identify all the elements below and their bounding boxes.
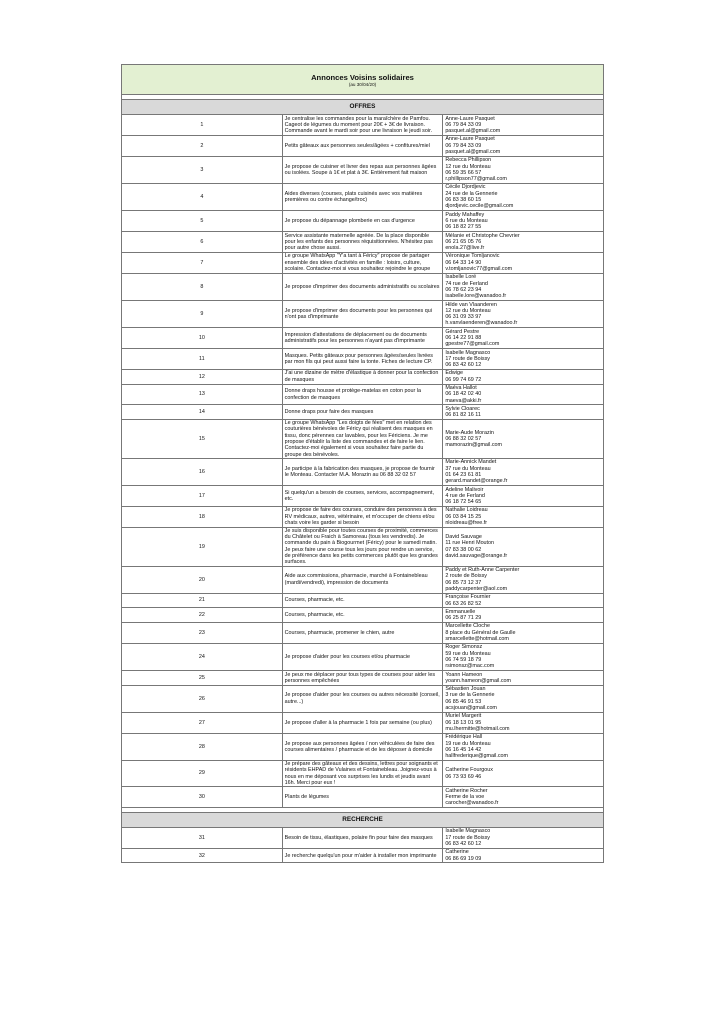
row-description: Je peux me déplacer pour tous types de courses pour aider les personnes empêchées <box>282 671 443 686</box>
row-number: 6 <box>122 232 283 253</box>
row-description: Je participe à la fabrication des masques, je propose de fournir le Monteau. Contacter M.A. Morazin au 06 88 32 02 57 <box>282 458 443 485</box>
row-description: Je propose d'imprimer des documents administratifs ou scolaires <box>282 273 443 300</box>
row-number: 4 <box>122 183 283 210</box>
row-contact <box>443 733 604 760</box>
contact-line: pasquet.al@gmail.com <box>445 148 501 155</box>
row-contact <box>443 527 604 566</box>
contact-line: Paddy et Ruth-Anne Carpenter <box>445 567 520 574</box>
contact-line: 12 rue du Monteau <box>445 163 491 170</box>
contact-line: 06 78 62 23 94 <box>445 286 482 293</box>
contact-line: Isabelle Magnasco <box>445 828 491 835</box>
contact-line: 06 83 38 60 15 <box>445 197 482 204</box>
section-offers-row <box>122 100 604 115</box>
contact-line: Isabelle Loré <box>445 274 477 281</box>
contact-line: nloidreau@free.fr <box>445 520 488 527</box>
contact-line: 06 81 82 16 11 <box>445 412 481 419</box>
row-description: Aide aux commissions, pharmacie, marché à Fontainebleau (mardi/vendredi), impression de documents <box>282 566 443 593</box>
table-row <box>122 349 604 370</box>
contact-line: 06 64 33 14 90 <box>445 259 482 266</box>
contact-line: smarcellette@hotmail.com <box>445 636 509 643</box>
contact-line: Gérard Pestre <box>445 328 480 335</box>
row-description: Je propose de cuisiner et livrer des repas aux personnes âgées ou isolées. Soupe à 1€ et plat à 3€. Entièrement fait maison <box>282 156 443 183</box>
contact-line: djordjevic.cecile@gmail.com <box>445 203 514 210</box>
row-contact <box>443 458 604 485</box>
title-row <box>122 65 604 95</box>
contact-line: r.phillipson77@gmail.com <box>445 176 507 183</box>
row-contact <box>443 712 604 733</box>
contact-line: 06 74 59 18 79 <box>445 656 482 663</box>
contact-line: pasquet.al@gmail.com <box>445 128 501 135</box>
contact-line: 06 03 84 15 25 <box>445 513 482 520</box>
contact-line: 12 rue du Monteau <box>445 307 491 314</box>
row-description: Je propose d'aider pour les courses et/ou pharmacie <box>282 643 443 670</box>
row-description: Je propose d'imprimer des documents pour les personnes qui n'ont pas d'imprimante <box>282 301 443 328</box>
contact-line: Roger Simonsz <box>445 644 483 651</box>
title-cell <box>122 65 604 95</box>
contact-line: Marcellette Cloche <box>445 623 490 630</box>
table-row <box>122 643 604 670</box>
contact-line: 06 16 45 14 42 <box>445 746 482 753</box>
table-row <box>122 760 604 786</box>
contact-line: Cécile Djordjevic <box>445 184 486 191</box>
table-row <box>122 566 604 593</box>
contact-line: Ferme de la voe <box>445 793 485 800</box>
row-description: Donne draps housse et protège-matelas en coton pour la confection de masques <box>282 384 443 405</box>
contact-line: 3 rue de la Gennerie <box>445 692 495 699</box>
row-description: J'ai une dizaine de mètre d'élastique à donner pour la confection de masques <box>282 369 443 384</box>
contact-line: gerard.mandet@orange.fr <box>445 478 508 485</box>
contact-line: 11 rue Henri Mouton <box>445 540 495 547</box>
contact-line: David Sauvage <box>445 534 482 541</box>
section-requests-row <box>122 812 604 827</box>
contact-line: Sylvie Cloarec <box>445 405 480 412</box>
contact-line: 6 rue du Monteau <box>445 217 488 224</box>
row-description: Je propose de faire des courses, conduire des personnes à des RV médicaux, autres, vétérinaire, et m'occuper de chiens et/ou chats voire les garder si besoin <box>282 506 443 527</box>
table-row <box>122 328 604 349</box>
row-contact <box>443 301 604 328</box>
row-contact <box>443 115 604 136</box>
table-row <box>122 527 604 566</box>
row-contact <box>443 156 604 183</box>
contact-line: isabelle.lore@wanadoo.fr <box>445 293 507 300</box>
contact-line: 4 rue de Ferland <box>445 492 485 499</box>
table-row <box>122 420 604 459</box>
row-description: Masques. Petits gâteaux pour personnes âgées/seules livrées par mon fils qui peut aussi faire la tonte. Fiches de lecture CP. <box>282 349 443 370</box>
contact-line: 06 21 65 05 76 <box>445 238 482 245</box>
table-row <box>122 156 604 183</box>
table-row <box>122 369 604 384</box>
row-description: Je recherche quelqu'un pour m'aider à installer mon imprimante <box>282 848 443 863</box>
contact-line: Paddy Mahaffey <box>445 211 485 218</box>
contact-line: Muriel Margerit <box>445 713 482 720</box>
row-description: Je prépare des gâteaux et des dessins, lettres pour soignants et résidents EHPAD de Vulaines et Fontainebleau. Joignez-vous à nous en me déposant vos surprises les lundis et jeudis avant 16h. Merci pour eux ! <box>282 760 443 786</box>
table-row <box>122 405 604 420</box>
row-number: 30 <box>122 787 283 808</box>
contact-line: Frédérique Hall <box>445 734 483 741</box>
row-description: Plants de légumes <box>282 787 443 808</box>
row-contact <box>443 232 604 253</box>
contact-line: Anne-Laure Pasquet <box>445 136 495 143</box>
row-contact <box>443 369 604 384</box>
table-row <box>122 671 604 686</box>
section-heading-requests: RECHERCHE <box>122 812 604 827</box>
contact-line: 17 route de Boissy <box>445 355 490 362</box>
row-number: 26 <box>122 685 283 712</box>
table-row <box>122 458 604 485</box>
contact-line: 06 73 93 69 46 <box>445 773 482 780</box>
table-row <box>122 593 604 608</box>
contact-line: Emmanuelle <box>445 608 476 615</box>
contact-line: 06 86 69 19 09 <box>445 855 482 862</box>
table-row <box>122 183 604 210</box>
table-row <box>122 252 604 273</box>
contact-line: 06 59 35 66 57 <box>445 169 482 176</box>
row-description: Courses, pharmacie, etc. <box>282 593 443 608</box>
row-number: 20 <box>122 566 283 593</box>
row-contact <box>443 273 604 300</box>
contact-line: Marie-Annick Mandet <box>445 459 497 466</box>
row-number: 15 <box>122 420 283 459</box>
row-description: Le groupe WhatsApp "Y'a tant à Féricy" propose de partager ensemble des idées d'activités en famille : loisirs, culture, scolaire. Contactez-moi si vous souhaitez rejoindre le groupe <box>282 252 443 273</box>
row-number: 32 <box>122 848 283 863</box>
contact-line: 07 83 38 00 62 <box>445 546 482 553</box>
contact-line: gpestre77@gmail.com <box>445 341 500 348</box>
table-row <box>122 848 604 863</box>
document-title: Annonces Voisins solidaires <box>311 72 414 82</box>
row-description: Je propose du dépannage plomberie en cas d'urgence <box>282 211 443 232</box>
row-description: Je suis disponible pour toutes courses de proximité, commerces du Châtelet ou Fraich à Samoreau (tous les vendredis). Je commande du pain à Biogourmet (Féricy) pour le samedi matin. Je peux faire une course tous les jours pour rendre un service, de préférence dans les petits commerces plutôt que les grandes surfaces. <box>282 527 443 566</box>
row-description: Si quelqu'un a besoin de courses, services, accompagnement, etc. <box>282 486 443 507</box>
row-contact <box>443 566 604 593</box>
table-row <box>122 685 604 712</box>
contact-line: paddycarpenter@aol.com <box>445 585 508 592</box>
row-contact <box>443 827 604 848</box>
row-contact <box>443 622 604 643</box>
row-contact <box>443 252 604 273</box>
contact-line: Adeline Malivoir <box>445 486 484 493</box>
row-number: 18 <box>122 506 283 527</box>
row-description: Petits gâteaux aux personnes seules/âgées + confitures/miel <box>282 135 443 156</box>
contact-line: 06 18 82 27 55 <box>445 224 482 231</box>
contact-line: Marie-Aude Morazin <box>445 429 494 436</box>
row-number: 9 <box>122 301 283 328</box>
contact-line: 06 85 73 12 37 <box>445 579 482 586</box>
table-row <box>122 506 604 527</box>
contact-line: Hilde van Vlaanderen <box>445 301 497 308</box>
row-contact <box>443 486 604 507</box>
row-contact <box>443 593 604 608</box>
contact-line: 06 83 42 60 12 <box>445 362 482 369</box>
table-row <box>122 622 604 643</box>
row-description: Je propose d'aider pour les courses ou autres nécessité (conseil, autre...) <box>282 685 443 712</box>
section-heading-offers: OFFRES <box>122 100 604 115</box>
row-contact <box>443 384 604 405</box>
row-contact <box>443 608 604 623</box>
document-date: (au 30/04/20) <box>348 81 377 87</box>
row-description: Courses, pharmacie, promener le chien, autre <box>282 622 443 643</box>
contact-line: 2 route de Boissy <box>445 573 487 580</box>
row-number: 3 <box>122 156 283 183</box>
contact-line: 06 14 22 91 88 <box>445 335 482 341</box>
contact-line: 8 place du Général de Gaulle <box>445 629 516 636</box>
contact-line: 06 63 26 82 52 <box>445 600 482 607</box>
contact-line: 19 rue du Monteau <box>445 740 491 747</box>
contact-line: Maéva Hallot <box>445 385 477 392</box>
table-row <box>122 733 604 760</box>
row-number: 29 <box>122 760 283 786</box>
contact-line: 06 83 42 60 12 <box>445 841 482 848</box>
row-contact <box>443 787 604 808</box>
contact-line: Françoise Fournier <box>445 594 491 601</box>
row-number: 14 <box>122 405 283 420</box>
contact-line: Nathalie Loidreau <box>445 507 488 514</box>
table-row <box>122 273 604 300</box>
contact-line: 06 79 84 33 09 <box>445 142 482 149</box>
contact-line: 59 rue du Monteau <box>445 650 491 657</box>
table-row <box>122 787 604 808</box>
row-contact <box>443 848 604 863</box>
row-contact <box>443 349 604 370</box>
contact-line: Mélanie et Christophe Chevrier <box>445 232 520 239</box>
contact-line: 37 rue du Monteau <box>445 465 491 472</box>
row-number: 22 <box>122 608 283 623</box>
contact-line: Edwige <box>445 370 463 377</box>
contact-line: 06 99 74 69 72 <box>445 376 482 383</box>
row-contact <box>443 506 604 527</box>
row-contact <box>443 671 604 686</box>
contact-line: Yoann Hameon <box>445 671 483 678</box>
row-number: 17 <box>122 486 283 507</box>
row-number: 13 <box>122 384 283 405</box>
row-description: Je propose aux personnes âgées / non véhiculées de faire des courses alimentaires / pharmacie et de les déposer à domicile <box>282 733 443 760</box>
contact-line: 01 64 23 61 81 <box>445 471 482 478</box>
table-row <box>122 384 604 405</box>
row-contact <box>443 420 604 459</box>
row-number: 25 <box>122 671 283 686</box>
table-row <box>122 232 604 253</box>
contact-line: hallfrederique@gmail.com <box>445 753 509 760</box>
contact-line: yoann.hameon@gmail.com <box>445 677 512 684</box>
contact-line: acsjouan@gmail.com <box>445 705 497 712</box>
row-description: Besoin de tissu, élastiques, polaire fin pour faire des masques <box>282 827 443 848</box>
contact-line: Isabelle Magnasco <box>445 349 491 356</box>
row-number: 21 <box>122 593 283 608</box>
row-contact <box>443 183 604 210</box>
table-row <box>122 135 604 156</box>
row-number: 28 <box>122 733 283 760</box>
row-description: Le groupe WhatsApp "Les doigts de fées" met en relation des couturières bénévoles de Féricy qui réalisent des masques en tissu, donc pérennes car lavables, pour les Fériciens. Je me propose d'établir la liste des commandes et de faire le lien. Contactez-moi également si vous souhaitez faire partie du groupe des bénévoles. <box>282 420 443 459</box>
table-row <box>122 211 604 232</box>
contact-line: 24 rue de la Gennerie <box>445 190 498 197</box>
contact-line: Sébastien Jouan <box>445 686 486 693</box>
table-row <box>122 301 604 328</box>
contact-line: Catherine Fourgoux <box>445 767 493 774</box>
table-row <box>122 486 604 507</box>
row-description: Courses, pharmacie, etc. <box>282 608 443 623</box>
contact-line: maeva@akki.fr <box>445 397 482 404</box>
row-description: Service assistante maternelle agréée. De la place disponible pour les enfants des personnes réquisitionnées. N'hésitez pas pour autre chose aussi. <box>282 232 443 253</box>
row-number: 19 <box>122 527 283 566</box>
contact-line: 06 18 13 01 95 <box>445 719 482 726</box>
contact-line: mu.lhermitte@hotmail.com <box>445 725 510 732</box>
contact-line: carocher@wanadoo.fr <box>445 800 499 807</box>
row-number: 5 <box>122 211 283 232</box>
row-contact <box>443 685 604 712</box>
row-number: 2 <box>122 135 283 156</box>
row-number: 23 <box>122 622 283 643</box>
contact-line: mamorazin@gmail.com <box>445 442 503 449</box>
row-number: 12 <box>122 369 283 384</box>
contact-line: 06 31 09 33 97 <box>445 314 482 321</box>
row-number: 1 <box>122 115 283 136</box>
contact-line: 06 25 87 71 29 <box>445 615 482 622</box>
contact-line: 06 88 32 02 57 <box>445 435 482 442</box>
contact-line: 17 route de Boissy <box>445 834 490 841</box>
contact-line: v.tomljanovic77@gmail.com <box>445 266 513 273</box>
contact-line: Véronique Tomljanovic <box>445 253 500 260</box>
contact-line: 06 85 46 91 53 <box>445 698 482 705</box>
contact-line: 06 18 42 02 40 <box>445 391 482 398</box>
row-description: Aides diverses (courses, plats cuisinés avec vos matières premières ou contre échange/troc) <box>282 183 443 210</box>
contact-line: Rebecca Phillipson <box>445 157 492 164</box>
row-contact <box>443 211 604 232</box>
row-description: Je propose d'aller à la pharmacie 1 fois par semaine (ou plus) <box>282 712 443 733</box>
row-description: Donne draps pour faire des masques <box>282 405 443 420</box>
contact-line: 06 79 84 33 09 <box>445 121 482 128</box>
row-contact <box>443 135 604 156</box>
row-number: 11 <box>122 349 283 370</box>
row-number: 24 <box>122 643 283 670</box>
row-contact <box>443 760 604 786</box>
row-description: Impression d'attestations de déplacement ou de documents administratifs pour les personnes n'ayant pas d'imprimante <box>282 328 443 349</box>
table-row <box>122 115 604 136</box>
table-row <box>122 712 604 733</box>
row-number: 16 <box>122 458 283 485</box>
contact-line: Catherine Rocher <box>445 787 488 794</box>
row-contact <box>443 328 604 349</box>
contact-line: enola.27@live.fr <box>445 245 485 252</box>
row-number: 7 <box>122 252 283 273</box>
row-number: 10 <box>122 328 283 349</box>
table-row <box>122 608 604 623</box>
row-number: 31 <box>122 827 283 848</box>
contact-line: Anne-Laure Pasquet <box>445 115 495 122</box>
contact-line: rsimonsz@mac.com <box>445 663 495 670</box>
contact-line: david.sauvage@orange.fr <box>445 553 508 559</box>
row-contact <box>443 405 604 420</box>
row-number: 8 <box>122 273 283 300</box>
contact-line: Catherine <box>445 849 469 856</box>
announcements-table <box>121 64 604 863</box>
table-row <box>122 827 604 848</box>
row-contact <box>443 643 604 670</box>
row-number: 27 <box>122 712 283 733</box>
contact-line: 06 18 72 54 65 <box>445 499 482 506</box>
contact-line: 74 rue de Ferland <box>445 280 488 287</box>
contact-line: h.vanvlaenderen@wanadoo.fr <box>445 320 518 327</box>
row-description: Je centralise les commandes pour la maraîchère de Pamfou. Cageot de légumes du moment pour 20€ + 3€ de livraison. Commande avant le mardi soir pour une livraison le jeudi soir. <box>282 115 443 136</box>
